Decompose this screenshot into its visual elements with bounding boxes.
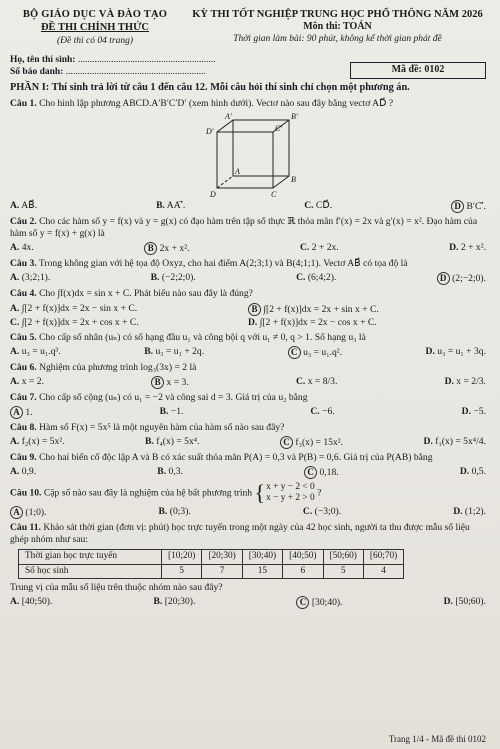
option-d[interactable]: D B′C′⃗. [451, 200, 486, 213]
option-c[interactable]: C f₃(x) = 15x². [280, 436, 343, 449]
option-b[interactable]: B x = 3. [151, 376, 189, 389]
option-d[interactable]: D. −5. [461, 405, 486, 417]
table-cell: 5 [162, 564, 202, 579]
exam-code: Mã đề: 0102 [350, 62, 486, 79]
table-cell: 4 [363, 564, 403, 579]
vertex-d: D [210, 189, 216, 198]
table-cell: [20;30) [202, 550, 242, 565]
option-c[interactable]: C. CD⃗. [304, 199, 333, 211]
cube-figure [10, 112, 490, 198]
option-d[interactable]: D. x = 2/3. [444, 375, 486, 387]
question-text: Cho hình lập phương ABCD.A′B′C′D′ (xem hình dưới). Vectơ nào sau đây bằng vectơ AD⃗ ? [39, 97, 394, 109]
option-d[interactable]: D. u₃ = u₁ + 3q. [425, 345, 486, 357]
option-c[interactable]: C. (−3;0). [302, 506, 342, 518]
official-label: ĐỀ THI CHÍNH THỨC [40, 22, 150, 34]
name-value: .......................................................... [77, 55, 216, 66]
option-a[interactable]: A. u₃ = u₁.q³. [10, 345, 61, 357]
question-11 [10, 522, 490, 546]
option-b[interactable]: B. 0,3. [157, 465, 183, 477]
option-b[interactable]: B. (0;3). [158, 506, 191, 518]
option-b[interactable]: B 2x + x². [144, 242, 189, 255]
table-cell: 15 [242, 564, 282, 579]
table-cell: 6 [283, 564, 323, 579]
q8-options [10, 436, 490, 449]
question-number: Câu 9. [10, 451, 37, 463]
option-c[interactable]: C u₃ = u₁.q². [288, 346, 342, 359]
cube-diagram [195, 112, 305, 198]
table-row [19, 550, 404, 565]
option-d[interactable]: D. 2 + x². [449, 241, 486, 253]
vertex-d1: D′ [206, 126, 214, 136]
page-count: (Đề thi có 04 trang) [57, 36, 133, 47]
inequality-1: x + y − 2 < 0 [266, 481, 315, 492]
question-10: Câu 10. Cặp số nào sau đây là nghiệm của hệ bất phương trình { x + y − 2 < 0 x − y + 2 > 0 ? [10, 479, 322, 505]
question-text: Khảo sát thời gian (đơn vị: phút) học trực tuyến trong một ngày của 42 học sinh, người ta thu được mẫu số liệu ghép nhóm như sau: [10, 522, 470, 546]
table-header-cell: Số học sinh [19, 564, 162, 579]
question-number: Câu 1. [10, 97, 37, 109]
option-b[interactable]: B. (−2;2;0). [150, 271, 196, 283]
answer-mark: D [451, 200, 464, 213]
option-c[interactable]: C. x = 8/3. [295, 375, 338, 387]
option-a[interactable]: A. x = 2. [10, 375, 44, 387]
inequality-system [254, 479, 315, 505]
option-c[interactable]: C. −6. [310, 405, 335, 417]
vertex-a: A [235, 166, 240, 176]
inequality-2: x − y + 2 > 0 [266, 492, 315, 503]
option-c[interactable]: C. (6;4;2). [296, 271, 337, 283]
option-b[interactable]: B. u₃ = u₁ + 2q. [144, 345, 205, 357]
question-number: Câu 4. [10, 287, 37, 299]
question-text: Cho hai biến cố độc lập A và B có xác suất thỏa mãn P(A) = 0,3 và P(B) = 0,6. Giá trị của P(AB) bằng [39, 451, 433, 463]
brace-icon: { [254, 479, 266, 505]
table-cell: [10;20) [162, 550, 202, 565]
exam-header [10, 8, 490, 48]
option-a[interactable]: A. f₂(x) = 5x². [10, 435, 65, 447]
question-number: Câu 11. [10, 522, 41, 534]
option-d[interactable]: D (2;−2;0). [437, 272, 486, 285]
option-b[interactable]: B. AA′⃗. [156, 199, 186, 211]
option-b[interactable]: B. −1. [159, 405, 184, 417]
table-cell: [40;50) [283, 550, 323, 565]
q1-options [10, 200, 490, 213]
table-row [19, 564, 404, 579]
question-text: Cho cấp số cộng (uₙ) có u₁ = −2 và công sai d = 3. Giá trị của u₂ bằng [39, 391, 308, 403]
exam-time: Thời gian làm bài: 90 phút, không kể thời gian phát đề [233, 33, 442, 44]
option-a[interactable]: A (1;0). [10, 506, 46, 519]
answer-mark: C [280, 436, 293, 449]
option-d[interactable]: D. ∫[2 + f(x)]dx = 2x − cos x + C. [248, 316, 377, 328]
option-d[interactable]: D. 0,5. [459, 465, 486, 477]
answer-mark: B [248, 303, 261, 316]
option-c[interactable]: C. 2 + 2x. [299, 241, 339, 253]
question-number: Câu 2. [10, 215, 37, 227]
question-text: Cho cấp số nhân (uₙ) có số hạng đầu u₁ và công bội q với u₁ ≠ 0, q > 1. Số hạng u₃ là [39, 331, 366, 343]
question-5 [10, 332, 490, 344]
option-b[interactable]: B ∫[2 + f(x)]dx = 2x + sin x + C. [248, 303, 486, 316]
answer-mark: A [10, 406, 23, 419]
question-2 [10, 216, 490, 240]
option-a[interactable]: A. (3;2;1). [10, 271, 51, 283]
question-number: Câu 10. [10, 486, 42, 498]
option-a[interactable]: A. ∫[2 + f(x)]dx = 2x − sin x + C. [10, 302, 138, 314]
vertex-c: C [271, 189, 277, 198]
question-11-prompt: Trung vị của mẫu số liệu trên thuộc nhóm nào sau đây? [10, 582, 223, 594]
option-c[interactable]: C [30;40). [296, 596, 342, 609]
table-cell: 5 [323, 564, 363, 579]
option-a[interactable]: A. AB⃗. [10, 199, 38, 211]
frequency-table [18, 549, 404, 579]
q4-options [10, 302, 490, 329]
q5-options [10, 346, 490, 359]
question-7 [10, 392, 490, 404]
question-text: Hàm số F(x) = 5x⁵ là một nguyên hàm của hàm số nào sau đây? [39, 421, 285, 433]
table-cell: [60;70) [363, 550, 403, 565]
vertex-c1: C′ [275, 123, 283, 133]
option-a[interactable]: A. [40;50). [10, 596, 53, 608]
question-text: Nghiệm của phương trình log₃(3x) = 2 là [39, 361, 197, 373]
q10-options [10, 506, 490, 519]
exam-subject: Môn thi: TOÁN [303, 21, 372, 33]
q11-options [10, 596, 490, 609]
q9-options [10, 466, 490, 479]
question-6 [10, 362, 490, 374]
candidate-fields [10, 54, 216, 79]
q3-options [10, 272, 490, 285]
header-right [185, 8, 490, 48]
option-d[interactable]: D. [50;60). [443, 596, 486, 608]
question-text: Cặp số nào sau đây là nghiệm của hệ bất phương trình [43, 486, 253, 498]
question-8 [10, 422, 490, 434]
option-d[interactable]: D. (1;2). [453, 506, 486, 518]
page-footer: Trang 1/4 - Mã đề thi 0102 [388, 733, 486, 744]
table-header-cell: Thời gian học trực tuyến [19, 550, 162, 565]
part-one-heading: PHẦN I: Thí sinh trả lời từ câu 1 đến câu 12. Mỗi câu hỏi thí sinh chỉ chọn một phương án. [10, 81, 410, 93]
question-number: Câu 3. [10, 257, 37, 269]
option-a[interactable]: A. 4x. [10, 241, 34, 253]
answer-mark: C [296, 596, 309, 609]
exam-title: KỲ THI TỐT NGHIỆP TRUNG HỌC PHỔ THÔNG NĂM 2026 [192, 9, 483, 20]
question-number: Câu 5. [10, 331, 37, 343]
id-value: ........................................................... [65, 67, 206, 78]
header-left [10, 8, 180, 48]
answer-mark: B [144, 242, 157, 255]
option-a[interactable]: A. 0,9. [10, 465, 37, 477]
vertex-b1: B′ [291, 111, 298, 121]
answer-mark: C [288, 346, 301, 359]
option-c[interactable]: C 0,18. [304, 466, 339, 479]
ministry-name: BỘ GIÁO DỤC VÀ ĐÀO TẠO [22, 9, 168, 20]
q2-options [10, 242, 490, 255]
option-b[interactable]: B. [20;30). [153, 596, 196, 608]
table-cell: [50;60) [323, 550, 363, 565]
id-label: Số báo danh: [10, 67, 64, 78]
vertex-a1: A′ [225, 111, 232, 121]
question-number: Câu 8. [10, 421, 37, 433]
question-number: Câu 6. [10, 361, 37, 373]
candidate-info [10, 54, 490, 79]
table-cell: [30;40) [242, 550, 282, 565]
question-3 [10, 258, 490, 270]
question-text: Cho ∫f(x)dx = sin x + C. Phát biểu nào sau đây là đúng? [39, 287, 253, 299]
answer-mark: A [10, 506, 23, 519]
option-d[interactable]: D. f₁(x) = 5x⁴/4. [423, 435, 486, 447]
question-4 [10, 288, 490, 300]
name-label: Họ, tên thí sinh: [10, 55, 76, 66]
answer-mark: B [151, 376, 164, 389]
question-9 [10, 452, 490, 464]
option-b[interactable]: B. f₄(x) = 5x⁴. [145, 435, 200, 447]
question-1 [10, 98, 490, 110]
table-cell: 7 [202, 564, 242, 579]
q7-options [10, 406, 490, 419]
vertex-b: B [291, 174, 296, 184]
answer-mark: C [304, 466, 317, 479]
question-text: Cho các hàm số y = f(x) và y = g(x) có đạo hàm trên tập số thực ℝ thỏa mãn f′(x) = 2x và g′(x) = x². Đạo hàm của hàm số y = f(x) + g(x) là [10, 215, 478, 239]
question-text: Trong không gian với hệ tọa độ Oxyz, cho hai điểm A(2;3;1) và B(4;1;1). Vectơ AB⃗ có tọa độ là [38, 257, 408, 269]
question-number: Câu 7. [10, 391, 37, 403]
option-a[interactable]: A 1. [10, 406, 33, 419]
option-c[interactable]: C. ∫[2 + f(x)]dx = 2x + cos x + C. [10, 316, 139, 328]
q6-options [10, 376, 490, 389]
answer-mark: D [437, 272, 450, 285]
